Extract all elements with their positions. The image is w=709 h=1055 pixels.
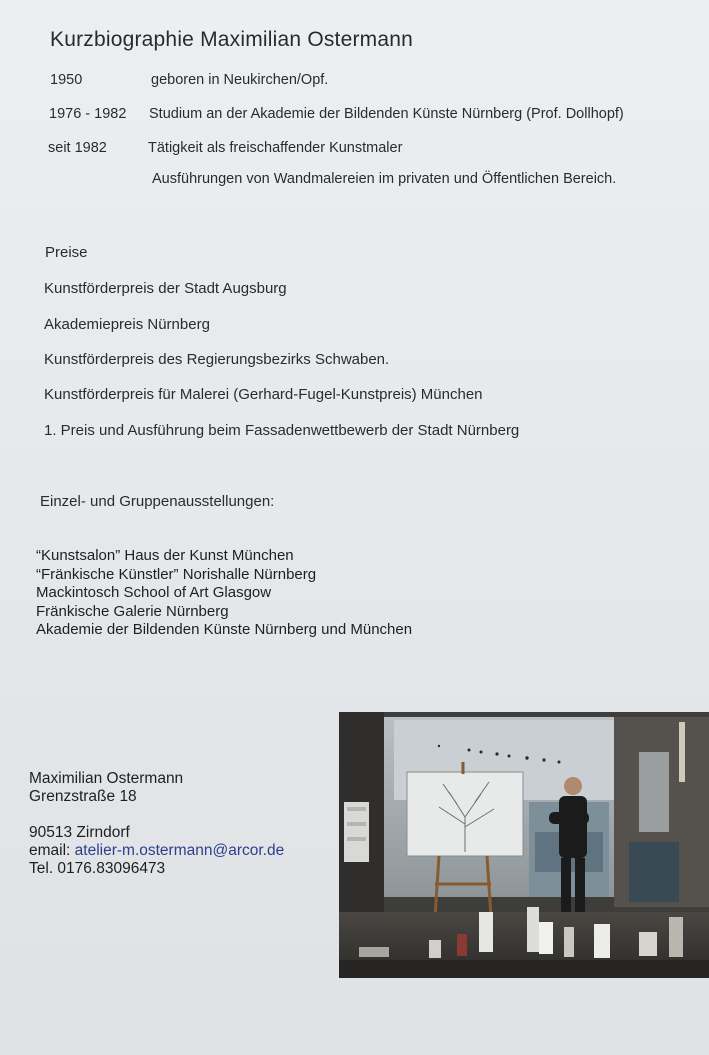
cv-period: seit 1982 bbox=[48, 140, 107, 156]
prize-item: Kunstförderpreis der Stadt Augsburg bbox=[44, 280, 287, 297]
email-label: email: bbox=[29, 842, 75, 859]
cv-period: 1976 - 1982 bbox=[49, 106, 127, 122]
page-title: Kurzbiographie Maximilian Ostermann bbox=[50, 28, 413, 51]
cv-text: Tätigkeit als freischaffender Kunstmaler bbox=[148, 140, 403, 156]
exhibition-item: “Kunstsalon” Haus der Kunst München bbox=[36, 547, 294, 564]
cv-text: geboren in Neukirchen/Opf. bbox=[151, 72, 329, 88]
exhibition-item: “Fränkische Künstler” Norishalle Nürnberg bbox=[36, 565, 317, 583]
studio-photo bbox=[339, 712, 709, 978]
contact-email-line bbox=[29, 842, 284, 860]
cv-text: Studium an der Akademie der Bildenden Künste Nürnberg (Prof. Dollhopf) bbox=[149, 106, 624, 122]
contact-phone: Tel. 0176.83096473 bbox=[29, 860, 166, 877]
contact-name: Maximilian Ostermann bbox=[29, 770, 184, 787]
exhibition-item: Fränkische Galerie Nürnberg bbox=[36, 602, 229, 620]
prize-item: Akademiepreis Nürnberg bbox=[44, 316, 210, 333]
prizes-heading: Preise bbox=[45, 244, 88, 261]
prize-item: Kunstförderpreis für Malerei (Gerhard-Fugel-Kunstpreis) München bbox=[44, 386, 483, 403]
prize-item: Kunstförderpreis des Regierungsbezirks Schwaben. bbox=[44, 351, 390, 368]
cv-text: Ausführungen von Wandmalereien im privaten und Öffentlichen Bereich. bbox=[152, 171, 617, 187]
cv-period: 1950 bbox=[50, 72, 83, 88]
exhibitions-heading: Einzel- und Gruppenausstellungen: bbox=[40, 493, 275, 510]
contact-block bbox=[29, 770, 284, 878]
exhibition-item: Akademie der Bildenden Künste Nürnberg und München bbox=[36, 621, 413, 638]
contact-city: 90513 Zirndorf bbox=[29, 824, 130, 841]
email-link[interactable]: atelier-m.ostermann@arcor.de bbox=[74, 842, 285, 859]
exhibitions-list bbox=[36, 547, 412, 640]
prize-item: 1. Preis und Ausführung beim Fassadenwettbewerb der Stadt Nürnberg bbox=[44, 422, 520, 439]
contact-street: Grenzstraße 18 bbox=[29, 788, 137, 805]
exhibition-item: Mackintosch School of Art Glasgow bbox=[36, 584, 272, 601]
